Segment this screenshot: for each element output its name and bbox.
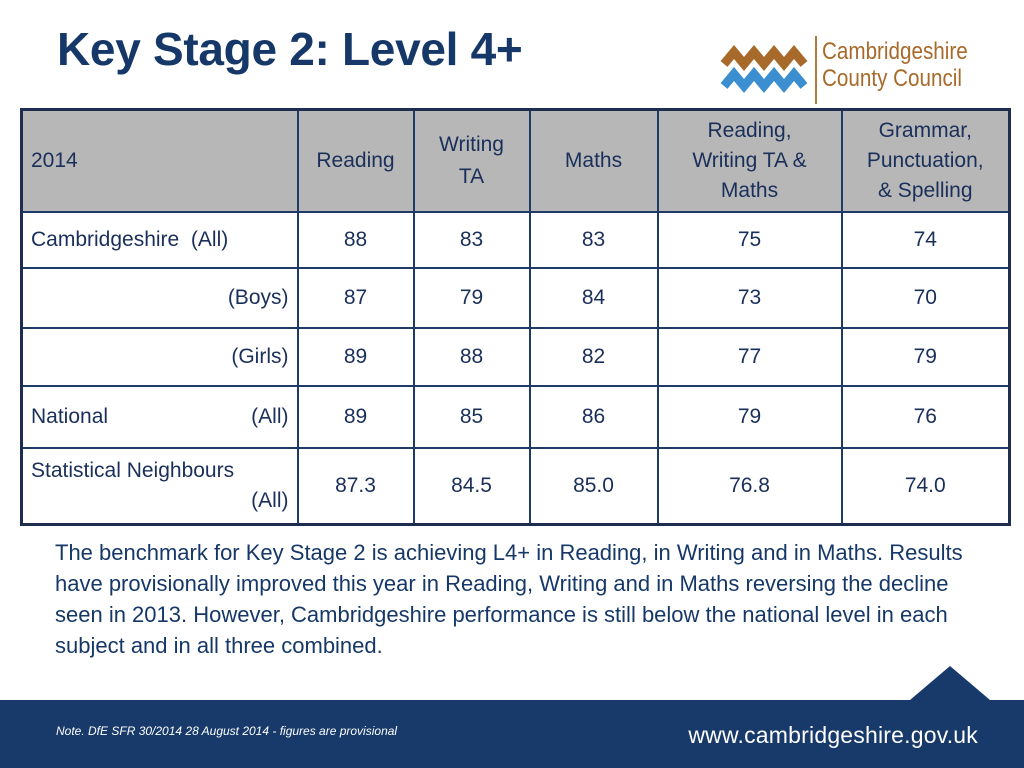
- results-table: [20, 108, 1011, 526]
- row-label: [22, 268, 298, 328]
- header-gps-line-3: & Spelling: [877, 179, 973, 202]
- row-area: National: [31, 405, 109, 428]
- cell-gps: 76: [842, 386, 1010, 448]
- table-header-row: [22, 110, 1010, 213]
- cell-maths: 84: [530, 268, 658, 328]
- source-note: Note. DfE SFR 30/2014 28 August 2014 - figures are provisional: [56, 724, 398, 738]
- header-combined-line-2: Writing TA &: [692, 149, 807, 172]
- cell-combined: 77: [658, 328, 842, 386]
- cell-reading: 87: [298, 268, 414, 328]
- summary-paragraph: The benchmark for Key Stage 2 is achieving L4+ in Reading, in Writing and in Maths. Results have provisionally improved this year in Reading, Writing and in Maths reversing the decline seen in 2013. However, Cambridgeshire performance is still below the national level in each subject and in all three combined.: [55, 540, 963, 658]
- header-writing-line-1: Writing: [439, 133, 504, 156]
- cell-combined: 76.8: [658, 448, 842, 525]
- logo-text: [822, 38, 968, 92]
- cell-maths: 85.0: [530, 448, 658, 525]
- table-row: [22, 386, 1010, 448]
- website-link[interactable]: www.cambridgeshire.gov.uk: [688, 722, 978, 748]
- row-group: (All): [251, 489, 289, 512]
- row-area: Statistical Neighbours: [31, 459, 235, 482]
- row-label: [22, 328, 298, 386]
- table-row: [22, 328, 1010, 386]
- cell-writing: 88: [414, 328, 530, 386]
- cell-reading: 89: [298, 328, 414, 386]
- header-combined: [658, 110, 842, 213]
- footer-bar: [0, 700, 1024, 768]
- header-gps-line-1: Grammar,: [878, 119, 972, 142]
- table-row: [22, 448, 1010, 525]
- cell-reading: 87.3: [298, 448, 414, 525]
- row-label: [22, 212, 298, 268]
- row-group: (Boys): [227, 286, 289, 309]
- slide-title: Key Stage 2: Level 4+: [57, 23, 523, 75]
- logo-line-2: County Council: [822, 65, 962, 92]
- table-row: [22, 268, 1010, 328]
- cell-writing: 85: [414, 386, 530, 448]
- logo-divider: [815, 36, 817, 104]
- cell-gps: 74.0: [842, 448, 1010, 525]
- header-reading: Reading: [298, 110, 414, 213]
- row-label: [22, 448, 298, 525]
- cell-maths: 82: [530, 328, 658, 386]
- cell-combined: 75: [658, 212, 842, 268]
- cell-combined: 79: [658, 386, 842, 448]
- council-logo: [720, 36, 990, 106]
- header-writing-line-2: TA: [458, 165, 485, 188]
- header-combined-line-1: Reading,: [707, 119, 792, 142]
- cell-combined: 73: [658, 268, 842, 328]
- table-row: [22, 212, 1010, 268]
- cell-reading: 89: [298, 386, 414, 448]
- header-combined-line-3: Maths: [720, 179, 779, 202]
- header-gps: [842, 110, 1010, 213]
- header-maths: Maths: [530, 110, 658, 213]
- cell-writing: 83: [414, 212, 530, 268]
- row-group: (All): [190, 228, 229, 251]
- cell-maths: 83: [530, 212, 658, 268]
- header-writing: [414, 110, 530, 213]
- row-group: (All): [251, 405, 289, 428]
- row-label: [22, 386, 298, 448]
- footer-tab-decoration: [910, 666, 990, 700]
- header-gps-line-2: Punctuation,: [866, 149, 984, 172]
- header-year: 2014: [22, 110, 298, 213]
- cell-writing: 79: [414, 268, 530, 328]
- cell-maths: 86: [530, 386, 658, 448]
- cell-reading: 88: [298, 212, 414, 268]
- cell-writing: 84.5: [414, 448, 530, 525]
- row-area: Cambridgeshire: [31, 228, 180, 251]
- cell-gps: 79: [842, 328, 1010, 386]
- row-group: (Girls): [231, 345, 289, 368]
- logo-line-1: Cambridgeshire: [822, 38, 968, 65]
- cell-gps: 74: [842, 212, 1010, 268]
- cell-gps: 70: [842, 268, 1010, 328]
- logo-waves-icon: [720, 40, 810, 96]
